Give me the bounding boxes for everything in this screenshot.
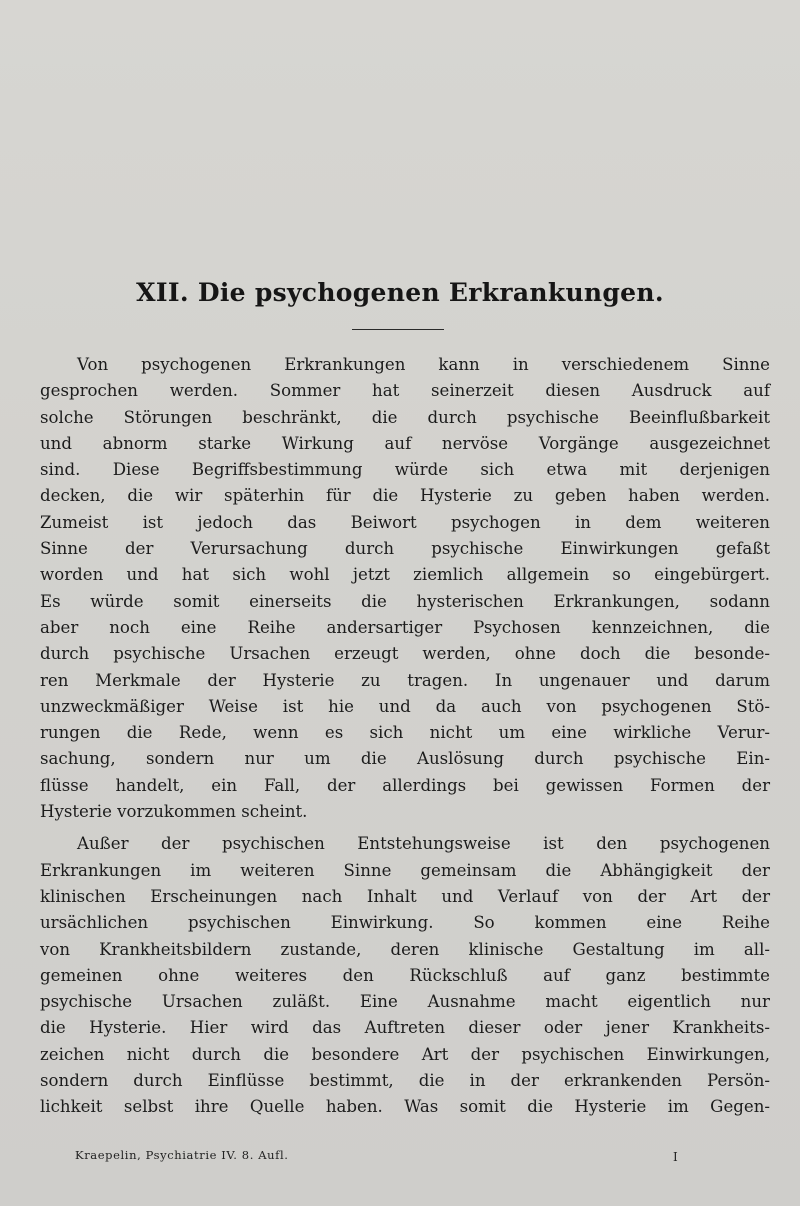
text-line: Hysterie vorzukommen scheint. — [40, 802, 308, 822]
text-line: gesprochen werden. Sommer hat seinerzeit diesen Ausdruck auf — [40, 381, 770, 401]
text-line: sachung, sondern nur um die Auslösung durch psychische Ein- — [40, 749, 770, 769]
text-line: Sinne der Verursachung durch psychische Einwirkungen gefaßt — [40, 539, 770, 559]
signature-mark: I — [673, 1150, 678, 1164]
body-text — [40, 352, 770, 1121]
text-line: sondern durch Einflüsse bestimmt, die in der erkrankenden Persön- — [40, 1071, 770, 1091]
text-line: Erkrankungen im weiteren Sinne gemeinsam die Abhängigkeit der — [40, 860, 770, 880]
text-line: Es würde somit einerseits die hysterischen Erkrankungen, sodann — [40, 591, 770, 611]
paragraph-2 — [40, 831, 770, 1120]
text-line: sind. Diese Begriffsbestimmung würde sich etwa mit derjenigen — [40, 460, 770, 480]
text-line: die Hysterie. Hier wird das Auftreten dieser oder jener Krankheits- — [40, 1018, 770, 1038]
paragraph-1 — [40, 352, 770, 825]
text-line: Zumeist ist jedoch das Beiwort psychogen in dem weiteren — [40, 512, 770, 532]
text-line: solche Störungen beschränkt, die durch psychische Beeinflußbarkeit — [40, 407, 770, 427]
text-line: worden und hat sich wohl jetzt ziemlich allgemein so eingebürgert. — [40, 565, 770, 585]
footer-source: Kraepelin, Psychiatrie IV. 8. Aufl. — [75, 1148, 289, 1162]
text-line: ren Merkmale der Hysterie zu tragen. In ungenauer und darum — [40, 670, 770, 690]
text-line: klinischen Erscheinungen nach Inhalt und Verlauf von der Art der — [40, 886, 770, 906]
text-line: aber noch eine Reihe andersartiger Psychosen kennzeichnen, die — [40, 617, 770, 637]
text-line: ursächlichen psychischen Einwirkung. So kommen eine Reihe — [40, 913, 770, 933]
text-line: Von psychogenen Erkrankungen kann in verschiedenem Sinne — [77, 355, 770, 374]
chapter-title: XII. Die psychogenen Erkrankungen. — [136, 278, 664, 307]
text-line: unzweckmäßiger Weise ist hie und da auch von psychogenen Stö- — [40, 696, 770, 716]
text-line: lichkeit selbst ihre Quelle haben. Was somit die Hysterie im Gegen- — [40, 1097, 770, 1117]
text-line: und abnorm starke Wirkung auf nervöse Vorgänge ausgezeichnet — [40, 433, 770, 453]
text-line: Außer der psychischen Entstehungsweise ist den psychogenen — [77, 834, 770, 854]
text-line: flüsse handelt, ein Fall, der allerdings bei gewissen Formen der — [40, 775, 770, 795]
title-rule — [352, 329, 444, 330]
text-line: gemeinen ohne weiteres den Rückschluß auf ganz bestimmte — [40, 965, 770, 985]
text-line: von Krankheitsbildern zustande, deren klinische Gestaltung im all- — [40, 939, 770, 959]
text-line: zeichen nicht durch die besondere Art der psychischen Einwirkungen, — [40, 1044, 770, 1064]
text-line: rungen die Rede, wenn es sich nicht um eine wirkliche Verur- — [40, 723, 770, 743]
text-line: durch psychische Ursachen erzeugt werden, ohne doch die besonde- — [40, 644, 770, 664]
text-line: decken, die wir späterhin für die Hysterie zu geben haben werden. — [40, 486, 770, 506]
text-line: psychische Ursachen zuläßt. Eine Ausnahme macht eigentlich nur — [40, 992, 770, 1012]
